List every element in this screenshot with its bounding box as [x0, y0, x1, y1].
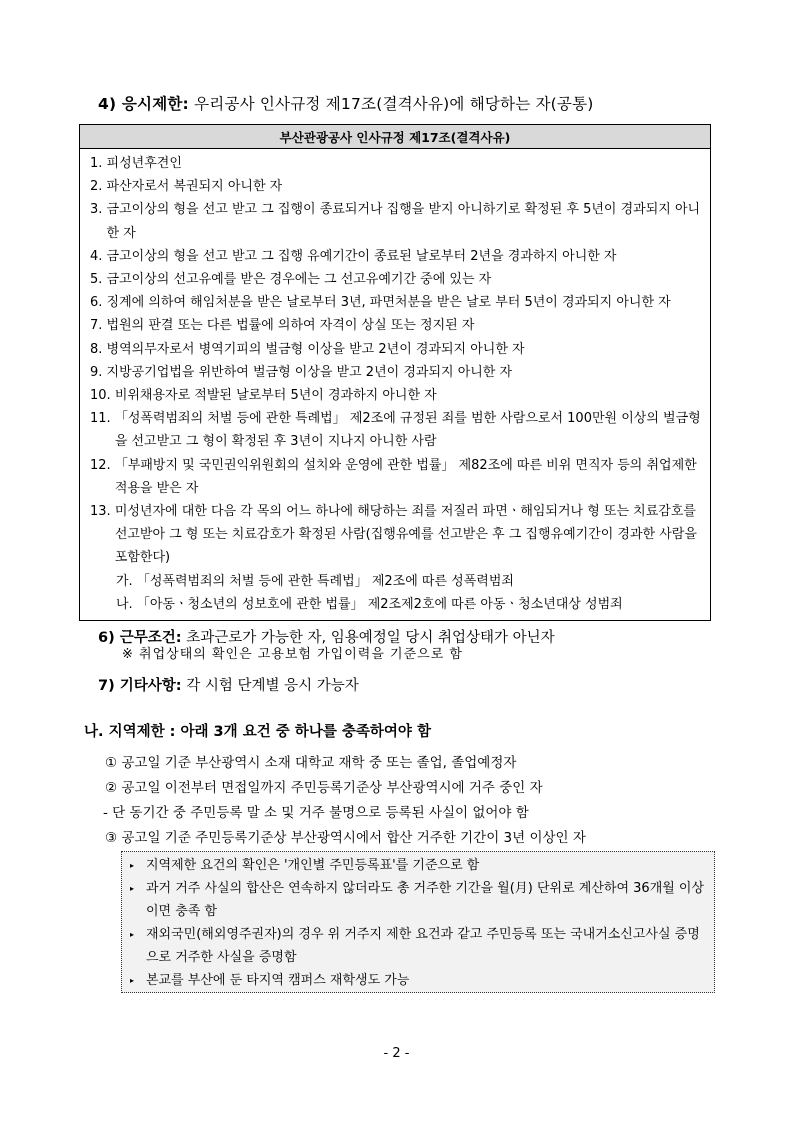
item-number: 7. — [90, 318, 107, 334]
item-text: 「부패방지 및 국민권익위원회의 설치와 운영에 관한 법률」 제82조에 따른 비위 면직자 등의 취업제한 적용을 받은 자 — [114, 457, 697, 496]
condition-1: ① 공고일 기준 부산광역시 소재 대학교 재학 중 또는 졸업, 졸업예정자 — [105, 755, 517, 771]
disqualification-table — [79, 124, 711, 621]
item-text: 법원의 판결 또는 다른 법률에 의하여 자격이 상실 또는 정지된 자 — [106, 318, 475, 334]
list-item — [90, 500, 702, 570]
page-number: - 2 - — [383, 1046, 410, 1061]
item-text: 「성폭력범죄의 처벌 등에 관한 특례법」 제2조에 규정된 죄를 범한 사람으로서 100만원 이상의 벌금형을 선고받고 그 형이 확정된 후 3년이 지나지 아니한 사람 — [114, 411, 701, 450]
item-number: 9. — [90, 364, 107, 380]
item-number: 10. — [90, 388, 115, 404]
item-text: 금고이상의 형을 선고 받고 그 집행이 종료되거나 집행을 받지 아니하기로 확정된 후 5년이 경과되지 아니한 자 — [106, 202, 701, 241]
item-text: 징계에 의하여 해임처분을 받은 날로부터 3년, 파면처분을 받은 날로 부터 5년이 경과되지 아니한 자 — [106, 295, 671, 311]
regional-note: ▸ 재외국민(해외영주권자)의 경우 위 거주지 제한 요건과 같고 주민등록 또는 국내거소신고사실 증명으로 거주한 사실을 증명함 — [122, 923, 714, 969]
list-item — [90, 152, 702, 175]
item-number: 11. — [90, 411, 115, 427]
item-text: 병역의무자로서 병역기피의 벌금형 이상을 받고 2년이 경과되지 아니한 자 — [106, 341, 525, 357]
item-number: 3. — [90, 202, 107, 218]
section-7-label: 7) 기타사항: — [98, 678, 182, 694]
list-item — [90, 245, 702, 268]
item-number: 4. — [90, 248, 107, 264]
subitem-ga: 가. 「성폭력범죄의 처벌 등에 관한 특례법」 제2조에 따른 성폭력범죄 — [116, 573, 514, 589]
item-number: 5. — [90, 272, 107, 288]
item-text: 피성년후견인 — [106, 156, 182, 171]
item-text: 금고이상의 선고유예를 받은 경우에는 그 선고유예기간 중에 있는 자 — [106, 272, 492, 288]
item-number: 1. — [90, 156, 107, 171]
item-text: 비위채용자로 적발된 날로부터 5년이 경과하지 아니한 자 — [114, 388, 437, 404]
bullet-icon: ▸ — [130, 976, 135, 985]
condition-3: ③ 공고일 기준 주민등록기준상 부산광역시에서 합산 거주한 기간이 3년 이상인 자 — [105, 830, 586, 846]
regional-note: ▸ 지역제한 요건의 확인은 '개인별 주민등록표'를 기준으로 함 — [122, 854, 714, 877]
list-item — [90, 454, 702, 500]
section-6-text: 초과근로가 가능한 자, 임용예정일 당시 취업상태가 아닌자 — [181, 630, 555, 646]
regional-restriction-title: 나. 지역제한 : 아래 3개 요건 중 하나를 충족하여야 함 — [84, 724, 431, 740]
item-number: 2. — [90, 179, 107, 195]
disqualification-list — [90, 152, 702, 570]
item-number: 13. — [90, 504, 115, 520]
condition-2: ② 공고일 이전부터 면접일까지 주민등록기준상 부산광역시에 거주 중인 자 — [105, 780, 543, 796]
section-4-heading — [98, 92, 594, 114]
item-number: 8. — [90, 341, 107, 357]
list-item — [90, 175, 702, 198]
list-item — [90, 314, 702, 337]
item-number: 12. — [90, 457, 115, 473]
regional-note: ▸ 과거 거주 사실의 합산은 연속하지 않더라도 총 거주한 기간을 월(月) 단위로 계산하여 36개월 이상이면 충족 함 — [122, 877, 714, 923]
list-item — [90, 268, 702, 291]
item-number: 6. — [90, 295, 107, 311]
item-text: 파산자로서 복권되지 아니한 자 — [106, 179, 283, 195]
list-item — [90, 291, 702, 314]
item-text: 미성년자에 대한 다음 각 목의 어느 하나에 해당하는 죄를 저질러 파면ㆍ해임되거나 형 또는 치료감호를 선고받아 그 형 또는 치료감호가 확정된 사람(집행유예를 선고받은 후 그 집행유예기간이 경과한 사람을 포함한다) — [114, 504, 697, 566]
table-header: 부산관광공사 인사규정 제17조(결격사유) — [80, 125, 711, 149]
regional-notes-box — [121, 851, 715, 993]
section-7-heading — [98, 674, 359, 695]
bullet-icon: ▸ — [130, 861, 135, 870]
section-4-text: 우리공사 인사규정 제17조(결격사유)에 해당하는 자(공통) — [188, 95, 594, 113]
section-6-label: 6) 근무조건: — [98, 630, 182, 646]
section-4-label: 4) 응시제한: — [98, 95, 189, 113]
employment-status-note: ※ 취업상태의 확인은 고용보험 가입이력을 기준으로 함 — [122, 647, 463, 662]
bullet-icon: ▸ — [130, 884, 135, 893]
table-body — [80, 149, 711, 621]
section-7-text: 각 시험 단계별 응시 가능자 — [181, 678, 359, 694]
regional-note: ▸ 본교를 부산에 둔 타지역 캠퍼스 재학생도 가능 — [122, 969, 714, 992]
list-item — [90, 407, 702, 453]
bullet-icon: ▸ — [130, 930, 135, 939]
list-item — [90, 384, 702, 407]
subitem-na: 나. 「아동ㆍ청소년의 성보호에 관한 법률」 제2조제2호에 따른 아동ㆍ청소년대상 성범죄 — [116, 596, 623, 612]
item-text: 금고이상의 형을 선고 받고 그 집행 유예기간이 종료된 날로부터 2년을 경과하지 아니한 자 — [106, 248, 617, 264]
item-text: 지방공기업법을 위반하여 벌금형 이상을 받고 2년이 경과되지 아니한 자 — [106, 364, 513, 380]
list-item — [90, 338, 702, 361]
list-item — [90, 198, 702, 244]
list-item — [90, 361, 702, 384]
condition-2-note: - 단 동기간 중 주민등록 말 소 및 거주 불명으로 등록된 사실이 없어야 함 — [103, 805, 529, 821]
